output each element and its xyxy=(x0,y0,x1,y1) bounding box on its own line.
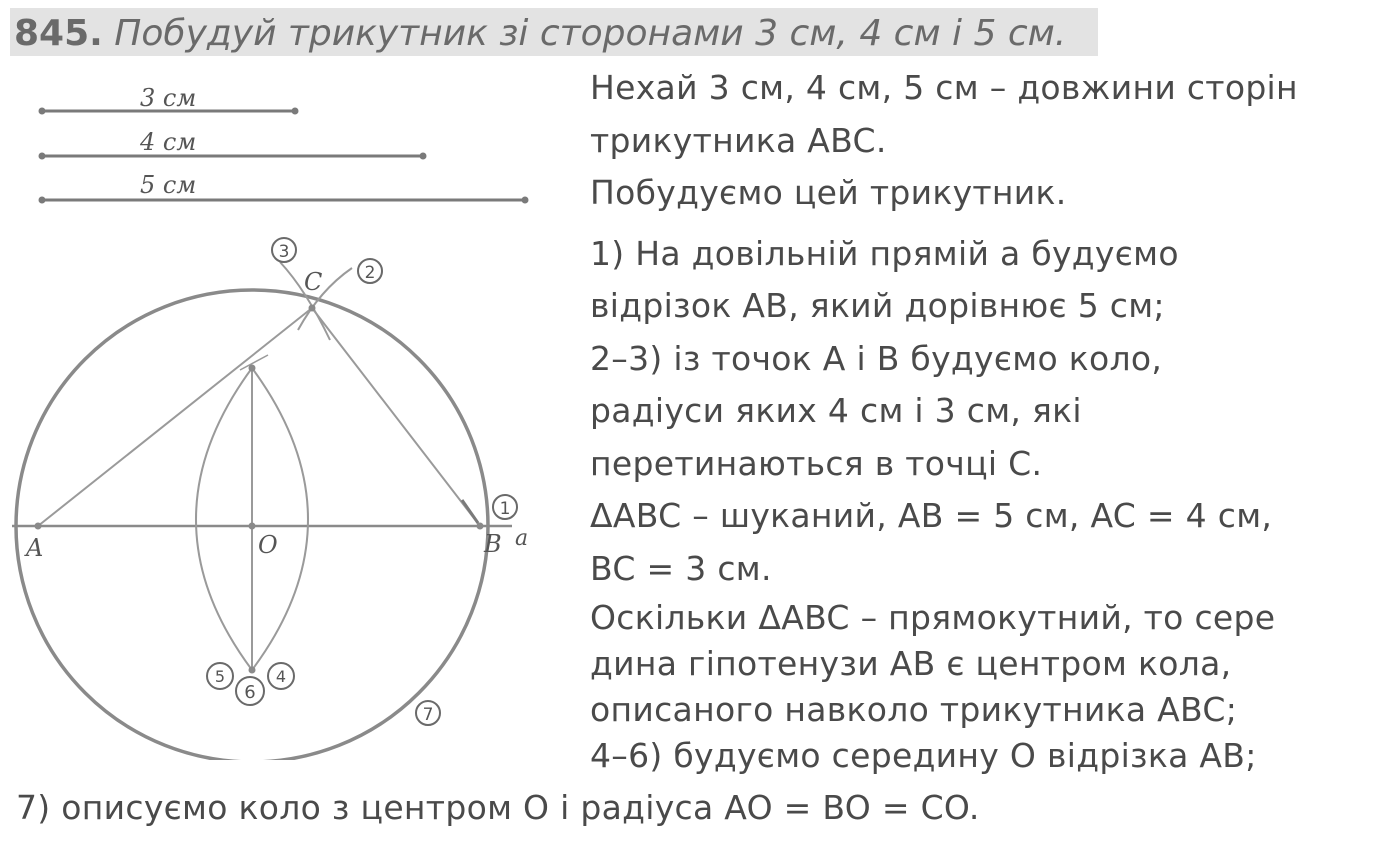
side-bc-arrow xyxy=(462,500,478,523)
solution-line: дина гіпотенузи AB є центром кола, xyxy=(590,644,1232,683)
lens-bottom-dot xyxy=(249,667,256,674)
solution-line: описаного навколо трикутника ABC; xyxy=(590,690,1238,729)
segment-3cm-label: 3 см xyxy=(140,84,197,112)
point-a-label: A xyxy=(26,534,44,562)
step-7-label: 7 xyxy=(422,705,434,725)
solution-line: BC = 3 см. xyxy=(590,548,772,588)
point-b-dot xyxy=(477,523,484,530)
solution-line: радіуси яких 4 см і 3 см, які xyxy=(590,391,1082,430)
point-o-dot xyxy=(249,523,256,530)
problem-title xyxy=(14,12,1066,56)
solution-line: Побудуємо цей трикутник. xyxy=(590,173,1067,212)
step-6-label: 6 xyxy=(244,682,256,703)
solution-line: трикутника ABC. xyxy=(590,120,887,160)
step-3-label: 3 xyxy=(278,242,290,262)
side-ac xyxy=(38,308,312,526)
solution-line: 1) На довільній прямій a будуємо xyxy=(590,233,1179,273)
solution-line: ΔABC – шуканий, AB = 5 см, AC = 4 см, xyxy=(590,496,1273,535)
segment-endpoint xyxy=(39,108,46,115)
solution-line: 4–6) будуємо середину O відрізка AB; xyxy=(590,736,1257,775)
solution-text xyxy=(590,62,1380,779)
segment-endpoint xyxy=(39,153,46,160)
problem-statement: Побудуй трикутник зі сторонами 3 см, 4 см і 5 см. xyxy=(114,13,1067,54)
segment-endpoint xyxy=(39,197,46,204)
solution-final-line: 7) описуємо коло з центром O і радіуса AO = BO = CO. xyxy=(16,788,980,827)
point-c-dot xyxy=(309,305,316,312)
segment-endpoint xyxy=(420,153,427,160)
construction-figure xyxy=(0,60,580,760)
segment-endpoint xyxy=(522,197,529,204)
line-a-label: a xyxy=(515,526,529,551)
arc-4 xyxy=(252,368,308,670)
segment-4cm-label: 4 см xyxy=(140,128,197,156)
lens-top-dot xyxy=(249,365,256,372)
arc-5 xyxy=(196,368,252,670)
problem-number: 845. xyxy=(14,13,103,54)
solution-line: Оскільки ΔABC – прямокутний, то сере xyxy=(590,598,1276,637)
segment-5cm-label: 5 см xyxy=(140,171,197,199)
solution-line: відрізок AB, який дорівнює 5 см; xyxy=(590,286,1165,325)
step-1-label: 1 xyxy=(499,499,511,519)
solution-line: перетинаються в точці C. xyxy=(590,443,1043,483)
solution-line: 2–3) із точок A і B будуємо коло, xyxy=(590,338,1163,378)
step-5-label: 5 xyxy=(214,667,226,686)
point-a-dot xyxy=(35,523,42,530)
point-o-label: O xyxy=(258,531,278,559)
solution-line: Нехай 3 см, 4 см, 5 см – довжини сторін xyxy=(590,68,1298,107)
segment-endpoint xyxy=(292,108,299,115)
step-4-label: 4 xyxy=(275,667,287,686)
point-c-label: C xyxy=(304,268,323,296)
point-b-label: B xyxy=(484,530,502,558)
step-2-label: 2 xyxy=(364,263,376,283)
